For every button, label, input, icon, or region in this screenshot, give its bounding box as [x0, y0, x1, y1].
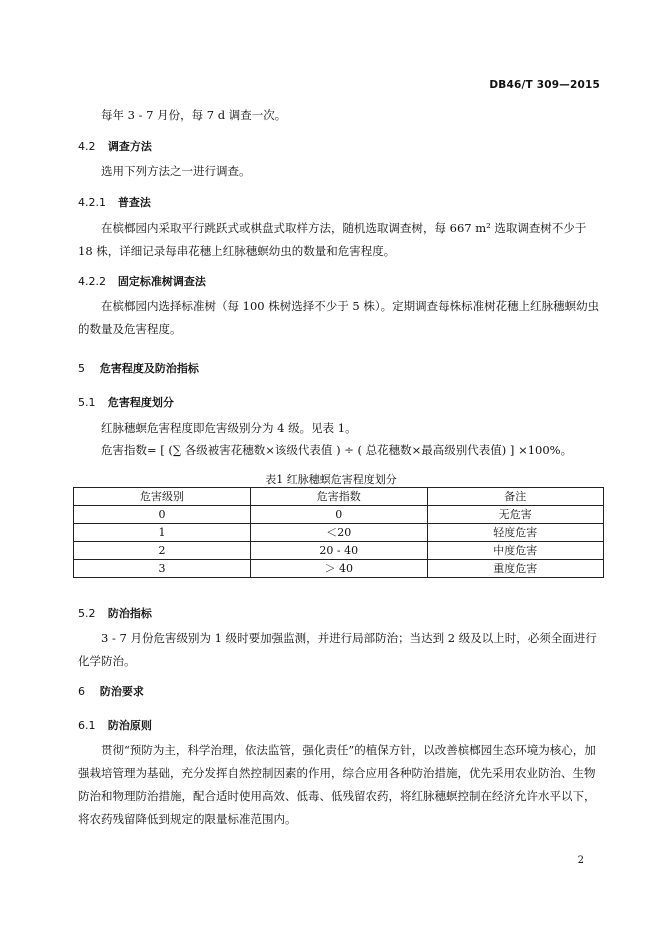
- paragraph-4-2-1: 在槟榔园内采取平行跳跃式或棋盘式取样方法，随机选取调查树，每 667 m² 选取调查树不少于 18 株，详细记录每串花穗上红脉穗螟幼虫的数量和危害程度。: [78, 221, 587, 258]
- heading-number: 6.1: [78, 719, 96, 732]
- heading-5-1: [78, 394, 174, 410]
- table-row: [74, 506, 604, 524]
- table-row: [74, 560, 604, 578]
- heading-4-2-1: [78, 194, 151, 210]
- heading-number: 5.1: [78, 396, 96, 409]
- table-caption: 表1 红脉穗螟危害程度划分: [265, 473, 397, 486]
- heading-number: 4.2.2: [78, 275, 106, 288]
- paragraph-4-2-2: 在槟榔园内选择标准树（每 100 株树选择不少于 5 株）。定期调查每株标准树花穗上红脉穗螟幼虫的数量及危害程度。: [78, 299, 600, 336]
- heading-4-2: [78, 138, 152, 154]
- table-header-cell: 备注: [427, 488, 604, 506]
- heading-number: 5: [78, 362, 85, 375]
- heading-title: 危害程度划分: [107, 396, 174, 409]
- table-cell: 重度危害: [427, 560, 604, 578]
- table-cell: 3: [74, 560, 251, 578]
- paragraph-6-1: 贯彻“预防为主，科学治理，依法监管，强化责任”的植保方针，以改善槟榔园生态环境为核心，加强栽培管理为基础，充分发挥自然控制因素的作用，综合应用各种防治措施，优先采用农业防治、生物防治和物理防治措施，配合适时使用高效、低毒、低残留农药，将红脉穗螟控制在经济允许水平以下，将农药残留降低到规定的限量标准范围内。: [78, 743, 596, 826]
- heading-title: 防治指标: [107, 607, 152, 620]
- table-cell: 2: [74, 542, 251, 560]
- paragraph-5-2: 3 - 7 月份危害级别为 1 级时要加强监测，并进行局部防治；当达到 2 级及以上时，必须全面进行化学防治。: [78, 631, 597, 668]
- heading-number: 5.2: [78, 607, 96, 620]
- page-number: 2: [577, 855, 584, 866]
- heading-title: 调查方法: [107, 140, 152, 153]
- heading-4-2-2: [78, 273, 206, 289]
- table-row: [74, 542, 604, 560]
- heading-number: 4.2: [78, 140, 96, 153]
- hazard-index-formula: 危害指数= [ (∑ 各级被害花穗数×该级代表值 ) ÷ ( 总花穗数×最高级别代表值) ] ×100%。: [101, 443, 573, 457]
- survey-frequency-text: 每年 3 - 7 月份，每 7 d 调查一次。: [101, 108, 287, 122]
- heading-number: 4.2.1: [78, 196, 106, 209]
- table-cell: 中度危害: [427, 542, 604, 560]
- paragraph-5-1-a: 红脉穗螟危害程度即危害级别分为 4 级。见表 1。: [101, 421, 357, 435]
- table-header-cell: 危害级别: [74, 488, 251, 506]
- heading-5-2: [78, 605, 152, 621]
- table-cell: ＜20: [251, 524, 427, 542]
- heading-title: 防治原则: [107, 719, 152, 732]
- heading-5: [78, 360, 199, 376]
- heading-6-1: [78, 717, 152, 733]
- table-cell: ＞ 40: [251, 560, 427, 578]
- table-cell: 0: [251, 506, 427, 524]
- table-cell: 1: [74, 524, 251, 542]
- heading-title: 普查法: [117, 196, 151, 209]
- table-header-row: [74, 488, 604, 506]
- document-code: DB46/T 309—2015: [489, 79, 600, 91]
- hazard-level-table: [73, 487, 604, 578]
- heading-title: 危害程度及防治指标: [99, 362, 199, 375]
- table-cell: 0: [74, 506, 251, 524]
- heading-title: 固定标准树调查法: [117, 275, 206, 288]
- table-header-cell: 危害指数: [251, 488, 427, 506]
- table-cell: 无危害: [427, 506, 604, 524]
- heading-number: 6: [78, 685, 85, 698]
- table-cell: 轻度危害: [427, 524, 604, 542]
- table-row: [74, 524, 604, 542]
- paragraph-4-2: 选用下列方法之一进行调查。: [101, 164, 251, 178]
- table-cell: 20 - 40: [251, 542, 427, 560]
- heading-title: 防治要求: [99, 685, 144, 698]
- heading-6: [78, 683, 144, 699]
